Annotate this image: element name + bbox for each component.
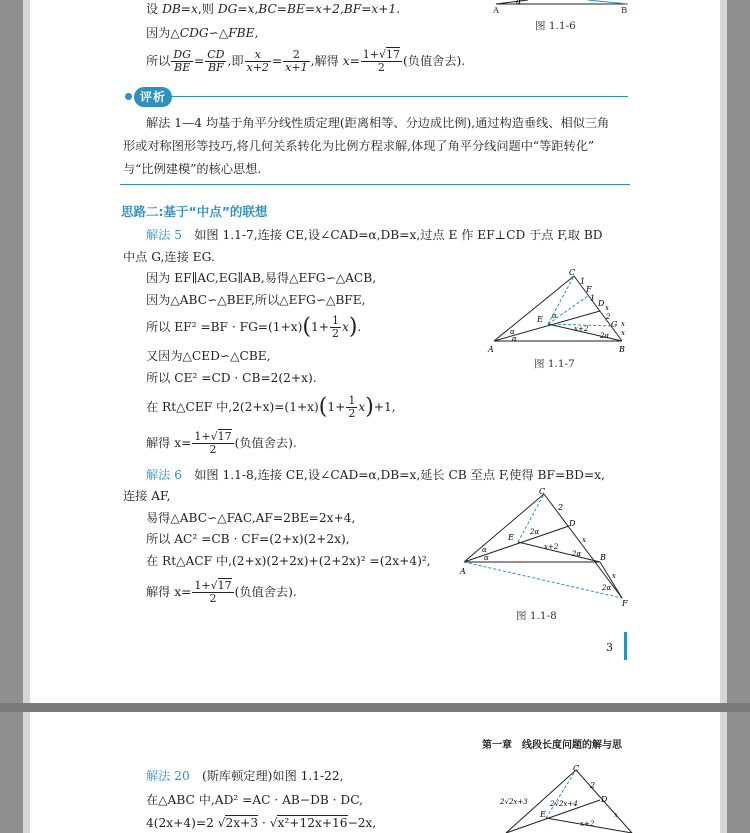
math: x (341, 320, 349, 334)
fig118-af (464, 562, 622, 598)
label-d: D (601, 795, 608, 804)
label-d: D (598, 299, 605, 308)
text: 在 Rt△CEF 中,2(2+x)=(1+x) (146, 400, 319, 414)
method6-line-6 (146, 577, 297, 607)
label-2: 2 (558, 503, 564, 512)
label-x2: x (612, 572, 616, 580)
text: 因为△ (146, 26, 180, 40)
label-alpha2: α (510, 328, 515, 336)
fig116-side-blue (588, 0, 628, 4)
label-c: C (573, 764, 580, 773)
label-b: B (600, 553, 606, 562)
label-1a: 1 (580, 277, 586, 286)
denominator: BE (174, 61, 191, 74)
method6-line-3: 易得△ABC∽△FAC,AF=2BE=2x+4, (146, 511, 356, 525)
label-a: A (460, 567, 466, 576)
label-root2-coef: 2 (550, 800, 555, 808)
label-2alpha3: 2α (602, 584, 612, 592)
method5-line-1 (146, 227, 603, 243)
label-e: E (508, 533, 514, 542)
label-c: C (539, 487, 546, 496)
method5-line-3: 因为 EF∥AC,EG∥AB,易得△EFG∽△ACB, (146, 271, 377, 285)
label-root1-radicand: 2x+3 (508, 798, 528, 806)
fraction-half (346, 395, 357, 420)
pingxi-badge: 评析 (134, 87, 172, 107)
method20-line-3: 4(2x+4)=2 √2x+3 · √x²+12x+16−2x, (146, 816, 377, 830)
method5-line-6: 又因为△CED∽△CBE, (146, 349, 271, 363)
text: 1+ (327, 400, 346, 414)
page-right-edge (720, 0, 727, 703)
method6-line-2: 连接 AF, (123, 489, 171, 503)
method6-line-4: 所以 AC² =CB · CF=(2+x)(2+2x), (146, 532, 350, 546)
label-x2: x (621, 320, 625, 328)
page-number-bar (624, 632, 627, 660)
math: x (358, 400, 366, 414)
intro-line-3 (146, 46, 465, 76)
math: x (342, 54, 350, 68)
text: 解得 x= (146, 585, 192, 599)
method5-line-4: 因为△ABC∽△BEF,所以△EFG∽△BFE, (146, 293, 366, 307)
text: 1+ (362, 48, 380, 61)
fig116-label-b: B (621, 6, 628, 16)
label-root2 (549, 800, 578, 808)
text: 所以 EF² =BF · FG=(1+x) (146, 320, 303, 334)
label-d: D (569, 519, 576, 528)
pingxi-dot (125, 93, 132, 100)
math: CDG (179, 26, 209, 40)
intro-line-2 (146, 25, 258, 41)
figure-1-1-22 (496, 760, 636, 833)
fig116-label-a: A (493, 6, 500, 16)
label-alpha3: α (512, 335, 517, 343)
text: +1, (373, 400, 396, 414)
page-gutter (0, 703, 750, 712)
numerator: CD (207, 48, 225, 61)
numerator: x (245, 49, 271, 62)
paren: ) (348, 314, 358, 340)
label-xp2: x+2 (574, 325, 589, 333)
text: . (396, 2, 401, 16)
pingxi-rule (140, 96, 628, 97)
denominator: 2 (348, 407, 356, 420)
text: (斯库顿定理)如图 1.1-22, (201, 769, 344, 783)
method20-label: 解法 20 (146, 769, 190, 783)
method5-line-9 (146, 428, 297, 458)
label-c: C (569, 268, 576, 277)
radicand: x²+12x+16 (277, 816, 348, 830)
fraction-dg-be (171, 49, 193, 74)
label-2: 2 (606, 313, 611, 321)
text: (负值舍去). (234, 585, 297, 599)
label-2alpha1: 2α (530, 528, 540, 536)
fig117-ac (494, 276, 574, 341)
paren: ( (302, 314, 311, 340)
numerator: 1+√17 (194, 579, 232, 592)
fraction-solution (192, 431, 233, 456)
fraction-half (330, 315, 341, 340)
figure-1-1-8 (458, 484, 634, 610)
method20-line-2: 在△ABC 中,AD² =AC · AB−DB · DC, (146, 793, 363, 807)
page-left-edge (23, 0, 30, 703)
label-alpha1: α (482, 546, 487, 554)
text: 解得 x= (146, 436, 192, 450)
radicand: 17 (386, 48, 401, 61)
page-number: 3 (606, 641, 613, 654)
text: 如图 1.1-8,连接 CE,设∠CAD=α,DB=x,延长 CB 至点 F,使得 BF=BD=x, (194, 468, 605, 482)
numerator: 2 (283, 49, 309, 62)
pingxi-line-3: 与“比例建模”的核心思想. (123, 162, 262, 176)
method20-line-1 (146, 768, 344, 784)
denominator: 2 (377, 61, 385, 74)
text: (负值舍去). (403, 54, 466, 68)
label-2alpha: 2α (600, 332, 610, 340)
page-left-edge (23, 712, 30, 833)
paren: ( (318, 394, 328, 420)
label-a: A (488, 345, 494, 354)
denominator: 2 (209, 443, 217, 456)
text: · (258, 816, 270, 830)
figure-1-1-6 (488, 0, 638, 14)
text: (负值舍去). (234, 436, 297, 450)
radicand: 17 (217, 430, 232, 443)
paren: ) (365, 394, 374, 420)
text: 如图 1.1-7,连接 CE,设∠CAD=α,DB=x,过点 E 作 EF⊥CD 于点 F,取 BD (194, 228, 603, 242)
fig118-caption: 图 1.1-8 (516, 610, 557, 622)
text: . (357, 320, 362, 334)
label-alpha1: α (552, 312, 557, 320)
fig118-bf (600, 562, 622, 598)
text: = (271, 54, 283, 68)
text: ,即 (227, 54, 244, 68)
text: 设 (146, 2, 163, 16)
text: , (254, 26, 259, 40)
text: 1+ (194, 430, 211, 443)
denominator: x+1 (285, 61, 308, 74)
label-xp2: x+2 (544, 543, 559, 551)
figure-1-1-7 (484, 266, 634, 356)
pingxi-line-1: 解法 1—4 均基于角平分线性质定理(距离相等、分边成比例),通过构造垂线、相似三角 (146, 116, 610, 130)
method5-line-2: 中点 G,连接 EG. (123, 250, 215, 264)
label-f: F (586, 285, 592, 294)
denominator: x+2 (246, 61, 269, 74)
text: = (193, 54, 205, 68)
math: FBE (228, 26, 255, 40)
text: 1+ (194, 579, 211, 592)
radicand: 2x+3 (225, 816, 259, 830)
fraction-x-xp2 (245, 49, 271, 74)
numerator: 1 (331, 314, 339, 327)
fig122-ce (546, 770, 576, 818)
denominator: 2 (331, 327, 339, 340)
method5-line-8 (146, 392, 396, 423)
radicand: 17 (217, 579, 232, 592)
fraction-solution (192, 580, 233, 605)
label-e: E (540, 810, 546, 819)
text: −2x, (347, 816, 377, 830)
text: 4(2x+4)=2 (146, 816, 218, 830)
fig117-caption: 图 1.1-7 (534, 358, 575, 370)
fraction-solution (361, 49, 402, 74)
label-x: x (614, 811, 618, 819)
label-x1: x (605, 304, 609, 312)
denominator: BF (207, 61, 224, 74)
method5-label: 解法 5 (146, 228, 183, 242)
text: 1+ (310, 320, 329, 334)
label-alpha2: α (484, 554, 489, 562)
chapter-header: 第一章 线段长度问题的解与思 (482, 740, 622, 751)
label-root1-coef: 2 (500, 798, 505, 806)
text: ∽△ (208, 26, 229, 40)
intro-line-1 (146, 1, 400, 17)
fraction-cd-bf (205, 49, 226, 74)
method5-line-7: 所以 CE² =CD · CB=2(2+x). (146, 371, 317, 385)
label-x1: x (582, 536, 586, 544)
label-xp2: x+2 (580, 820, 595, 828)
label-2: 2 (590, 781, 596, 790)
fig116-caption: 图 1.1-6 (535, 20, 576, 32)
fraction-2-xp1 (283, 49, 309, 74)
numerator: 1 (348, 394, 356, 407)
label-root1 (499, 798, 528, 806)
method6-label: 解法 6 (146, 468, 183, 482)
fig116-side (496, 0, 528, 4)
pingxi-line-2: 形或对称图形等技巧,将几何关系转化为比例方程求解,体现了角平分线问题中“等距转化” (123, 139, 595, 153)
label-2alpha2: 2α (572, 550, 582, 558)
radical-sign: √ (554, 800, 559, 808)
label-f: F (622, 599, 628, 608)
label-1b: 1 (590, 294, 596, 303)
text: = (349, 54, 360, 68)
section-title: 思路二:基于“中点”的联想 (121, 204, 268, 219)
numerator: DG (173, 48, 191, 61)
label-e: E (537, 315, 543, 324)
label-b: B (619, 345, 625, 354)
math: DB=x (162, 2, 198, 16)
radical-sign: √ (504, 798, 509, 806)
text: 所以 (146, 54, 171, 68)
numerator: 1+√17 (362, 48, 401, 61)
denominator: 2 (209, 592, 217, 605)
method5-line-5 (146, 312, 361, 343)
label-g: G (611, 320, 618, 329)
label-x3: x (621, 329, 625, 337)
pingxi-bottom-rule (120, 184, 630, 185)
text: ,则 (197, 2, 218, 16)
page-right-edge (720, 712, 727, 833)
method6-line-5: 在 Rt△ACF 中,(2+x)(2+2x)+(2+2x)² =(2x+4)², (146, 554, 431, 568)
numerator: 1+√17 (194, 430, 232, 443)
label-root2-radicand: 2x+4 (558, 800, 578, 808)
method6-line-1 (146, 467, 605, 483)
label-alpha: α (516, 0, 522, 6)
text: ,解得 (310, 54, 343, 68)
math: DG=x,BC=BE=x+2,BF=x+1 (217, 2, 397, 16)
